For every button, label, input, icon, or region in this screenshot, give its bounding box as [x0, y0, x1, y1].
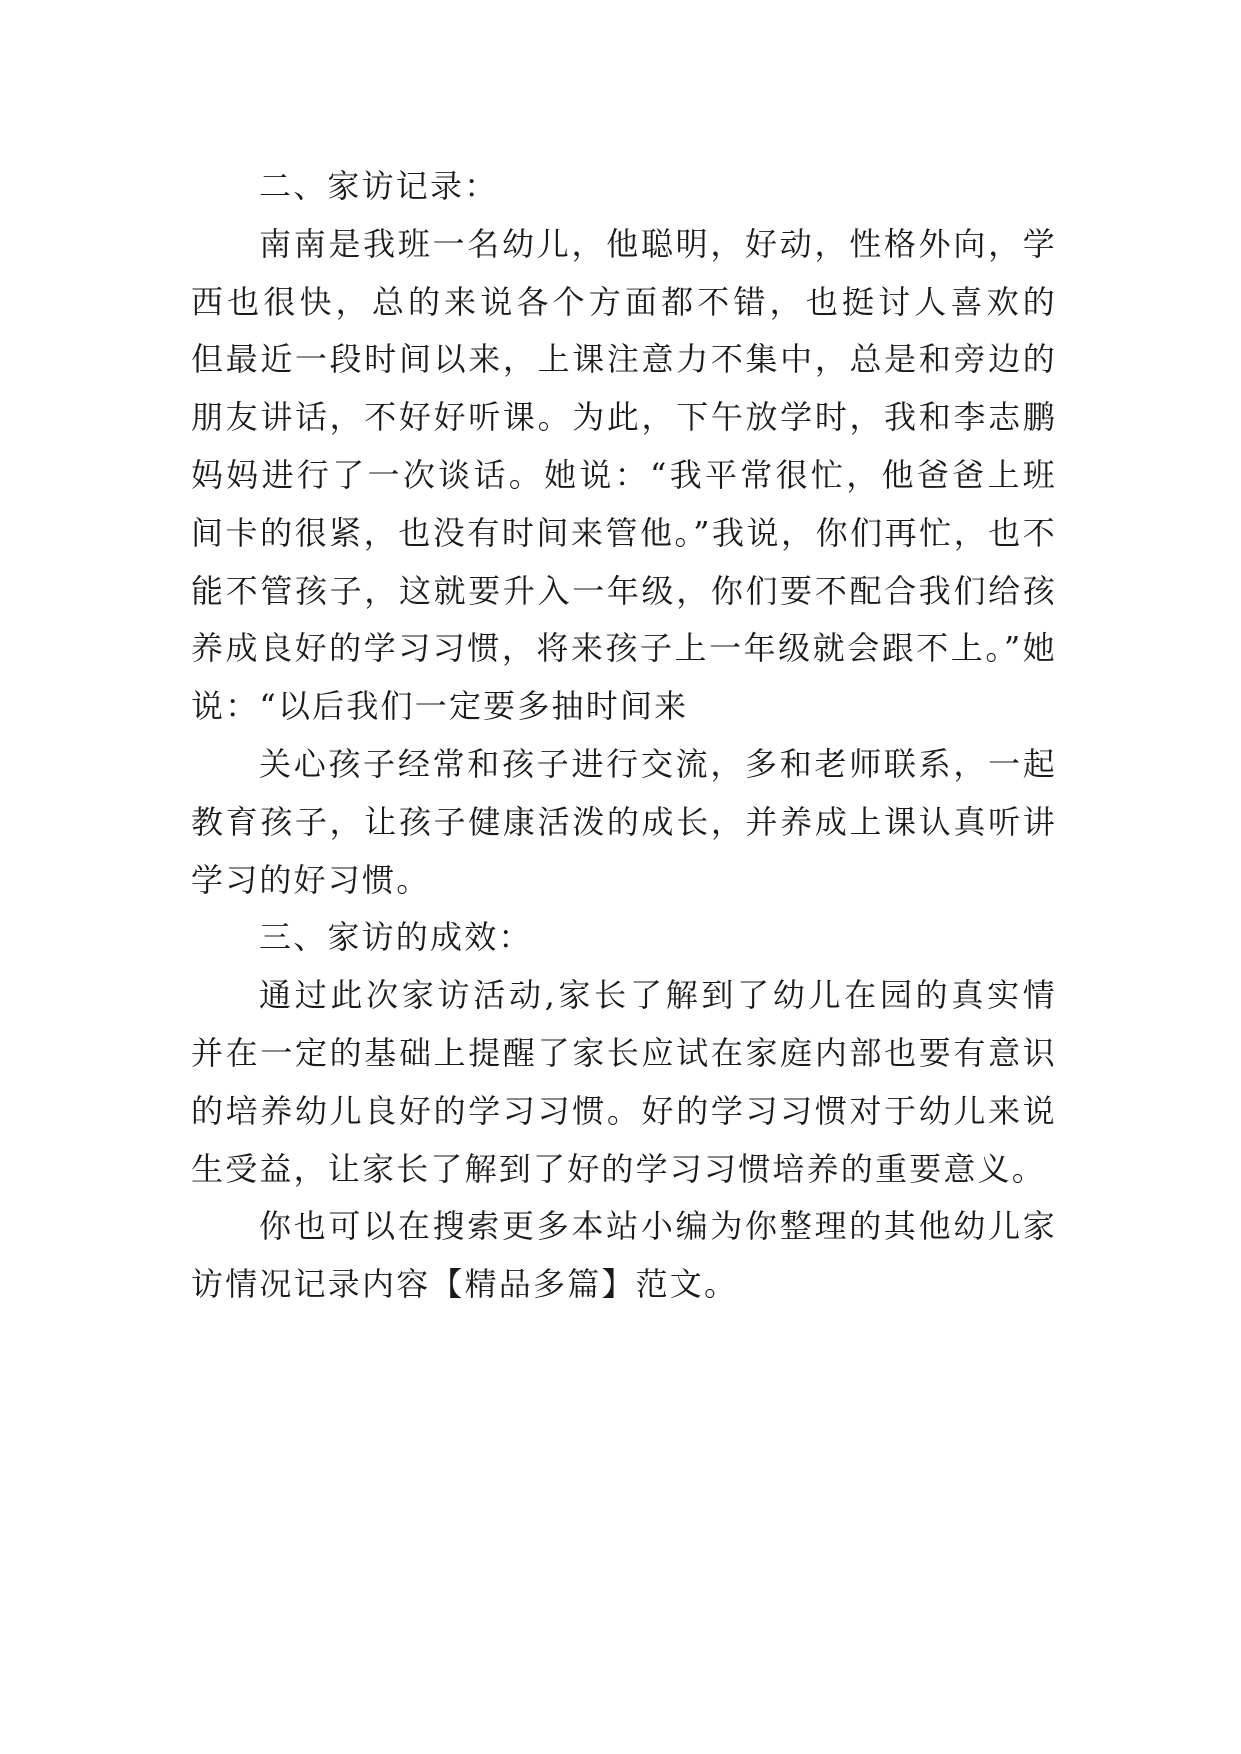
paragraph: [191, 967, 1057, 1198]
paragraph-line: 通过此次家访活动,家长了解到了幼儿在园的真实情: [259, 976, 1057, 1015]
paragraph-line: 生受益，让家长了解到了好的学习习惯培养的重要意义。: [191, 1149, 1047, 1188]
paragraph-line: 说：“以后我们一定要多抽时间来: [191, 687, 689, 726]
paragraph-line: 的培养幼儿良好的学习习惯。好的学习习惯对于幼儿来说: [191, 1091, 1057, 1130]
paragraph: [191, 736, 1057, 909]
paragraph-line: 西也很快，总的来说各个方面都不错，也挺讨人喜欢的: [191, 282, 1057, 321]
paragraph-line: 访情况记录内容【精品多篇】范文。: [191, 1265, 739, 1304]
paragraph-line: 并在一定的基础上提醒了家长应试在家庭内部也要有意识: [191, 1033, 1057, 1072]
paragraph-line: 妈妈进行了一次谈话。她说：“我平常很忙，他爸爸上班: [191, 455, 1057, 494]
paragraph-line: 朋友讲话，不好好听课。为此，下午放学时，我和李志鹏: [191, 398, 1057, 437]
paragraph-line: 学习的好习惯。: [191, 860, 431, 899]
section-heading-visit-results: 三、家访的成效：: [259, 918, 533, 957]
document-body: [191, 158, 1057, 1314]
paragraph-line: 但最近一段时间以来，上课注意力不集中，总是和旁边的: [191, 340, 1057, 379]
paragraph-line: 教育孩子，让孩子健康活泼的成长，并养成上课认真听讲: [191, 802, 1057, 841]
paragraph: [191, 1198, 1057, 1314]
section-heading-home-visit-record: 二、家访记录：: [259, 167, 499, 205]
paragraph-line: 养成良好的学习习惯，将来孩子上一年级就会跟不上。”她: [191, 629, 1057, 668]
paragraph: [191, 216, 1057, 736]
paragraph-line: 能不管孩子，这就要升入一年级，你们要不配合我们给孩: [191, 571, 1057, 610]
paragraph-line: 你也可以在搜索更多本站小编为你整理的其他幼儿家: [259, 1207, 1057, 1246]
paragraph-line: 间卡的很紧，也没有时间来管他。”我说，你们再忙，也不: [191, 513, 1057, 552]
paragraph-line: 关心孩子经常和孩子进行交流，多和老师联系，一起: [259, 744, 1057, 783]
paragraph-line: 南南是我班一名幼儿，他聪明，好动，性格外向，学: [259, 224, 1057, 263]
